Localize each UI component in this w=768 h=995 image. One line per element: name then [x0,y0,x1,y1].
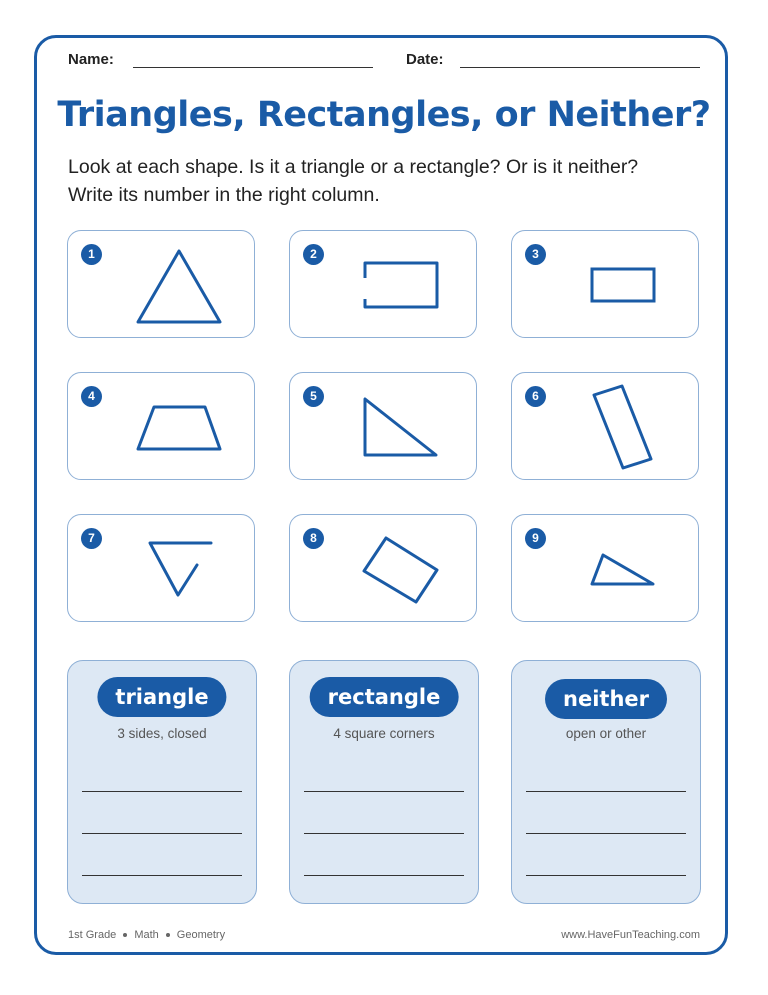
tilted-rectangle-shape [512,373,700,481]
shape-card-2 [289,230,477,338]
shape-number-badge: 2 [303,244,324,265]
column-hint: open or other [565,726,647,741]
shape-number-badge: 3 [525,244,546,265]
shape-number-badge: 4 [81,386,102,407]
column-hint: 3 sides, closed [117,726,207,741]
name-label: Name: [68,51,114,68]
rectangle-shape [512,231,700,339]
answer-line[interactable] [526,791,686,792]
answer-line[interactable] [526,833,686,834]
shape-number-badge: 7 [81,528,102,549]
small-triangle-shape [512,515,700,623]
column-rectangle [289,660,479,904]
shape-number-badge: 5 [303,386,324,407]
name-field[interactable] [133,67,373,68]
footer-tag-topic: Geometry [176,929,226,941]
page-title: Triangles, Rectangles, or Neither? [57,95,711,135]
date-label: Date: [406,51,444,68]
answer-line[interactable] [82,875,242,876]
answer-line[interactable] [304,833,464,834]
open-rectangle-shape [290,231,478,339]
column-hint: 4 square corners [333,726,435,741]
answer-line[interactable] [82,791,242,792]
shape-card-6 [511,372,699,480]
triangle-shape [68,231,256,339]
shape-card-7 [67,514,255,622]
answer-line[interactable] [304,791,464,792]
tilted-rectangle-shape [290,515,478,623]
shape-card-3 [511,230,699,338]
answer-line[interactable] [526,875,686,876]
bullet-icon [123,933,127,937]
shape-card-4 [67,372,255,480]
footer-tags [68,929,225,941]
shape-number-badge: 9 [525,528,546,549]
right-triangle-shape [290,373,478,481]
column-label-neither: neither [545,679,667,719]
shape-card-5 [289,372,477,480]
footer-website: www.HaveFunTeaching.com [561,929,700,941]
open-triangle-shape [68,515,256,623]
column-neither [511,660,701,904]
shape-card-8 [289,514,477,622]
column-triangle [67,660,257,904]
shape-card-1 [67,230,255,338]
footer-tag-subject: Math [134,929,159,941]
column-label-rectangle: rectangle [310,677,459,717]
shape-card-9 [511,514,699,622]
footer-tag-grade: 1st Grade [68,929,117,941]
instructions: Look at each shape. Is it a triangle or a rectangle? Or is it neither? Write its number in the right column. [68,156,639,206]
answer-line[interactable] [82,833,242,834]
shape-number-badge: 6 [525,386,546,407]
bullet-icon [166,933,170,937]
column-label-triangle: triangle [97,677,226,717]
date-field[interactable] [460,67,700,68]
trapezoid-shape [68,373,256,481]
answer-line[interactable] [304,875,464,876]
shape-number-badge: 1 [81,244,102,265]
shape-number-badge: 8 [303,528,324,549]
